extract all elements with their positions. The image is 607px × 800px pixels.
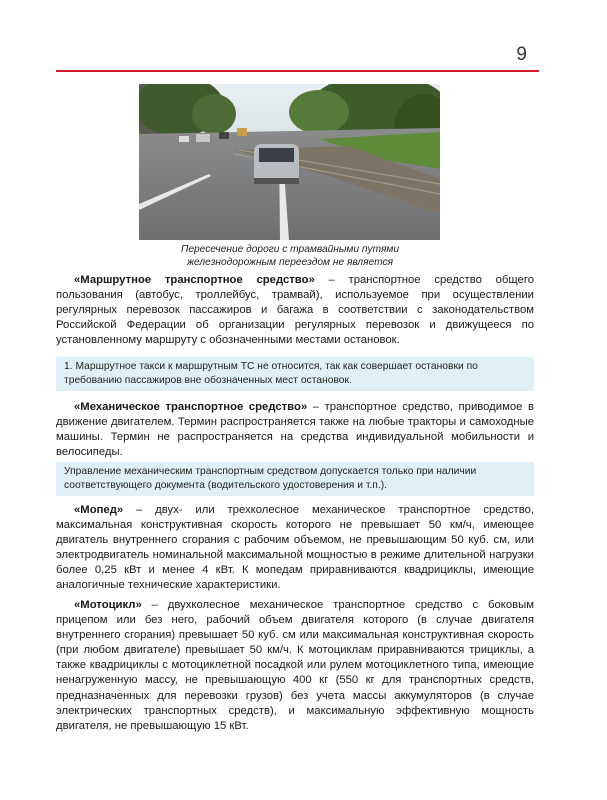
street-photo [139,84,440,240]
definition-text: – двухколесное механическое транспортное средство с боковым прицепом или без него, рабочий объем двигателя которого (в случае двигателя внутреннего сгорания) превышает 50 куб. см или максимальная конструктивная скорость (при любом двигателе) превышает 50 км/ч. К мотоциклам приравниваются трициклы, а также квадрициклы с мотоциклетной посадкой или рулем мотоциклетного типа, имеющие ненагруженную массу, не превышающую 400 кг (550 кг для транспортных средств, предназначенных для перевозки грузов) без учета массы аккумуляторов (в случае электрических транспортных средств), и максимальную эффективную мощность двигателя, не превышающую 15 кВт. [56,599,534,732]
header-rule [56,70,539,72]
note-text: Управление механическим транспортным средством допускается только при наличии соответствующего документа (водительского удостоверения и т.п.). [64,466,477,491]
definition-text: – транспортное средство, приводимое в движение двигателем. Термин распространяется также на любые тракторы и самоходные машины. Термин не распространяется на средства индивидуальной мобильности и велосипеды. [56,401,535,459]
definition-motorcycle [56,598,534,734]
term: «Мотоцикл» [74,599,142,611]
caption-line-2: железнодорожным переездом не является [186,257,394,268]
definition-text: – двух- или трехколесное механическое транспортное средство, максимальная конструктивная скорость которого не превышает 50 км/ч, имеющее двигатель внутреннего сгорания с рабочим объемом, не превышающим 50 куб. см, или электродвигатель номинальной максимальной мощностью в режиме длительной нагрузки более 0,25 кВт и менее 4 кВт. К мопедам приравниваются квадрициклы, имеющие аналогичные технические характеристики. [56,504,534,592]
note-driving-license [56,462,534,496]
term: «Механическое транспортное средство» [74,401,308,413]
note-route-taxi [56,357,534,391]
page-number: 9 [516,44,527,65]
definition-text: – транспортное средство общего пользования (автобус, троллейбус, трамвай), используемое при осуществлении регулярных перевозок пассажиров и багажа в соответствии с законодательством Российской Федерации об организации регулярных перевозок и движущееся по установленному маршруту с обозначенными местами остановок. [56,274,534,347]
definition-motor-vehicle [56,400,534,460]
definition-moped [56,503,534,594]
figure-caption [100,243,480,269]
note-text: 1. Маршрутное такси к маршрутным ТС не относится, так как совершает остановки по требованию пассажиров вне обозначенных мест остановок. [64,361,478,386]
term: «Мопед» [74,504,124,516]
street-photo-image [139,84,440,240]
caption-line-1: Пересечение дороги с трамвайными путями [180,244,400,255]
definition-route-vehicle [56,273,534,348]
term: «Маршрутное транспортное средство» [74,274,315,286]
